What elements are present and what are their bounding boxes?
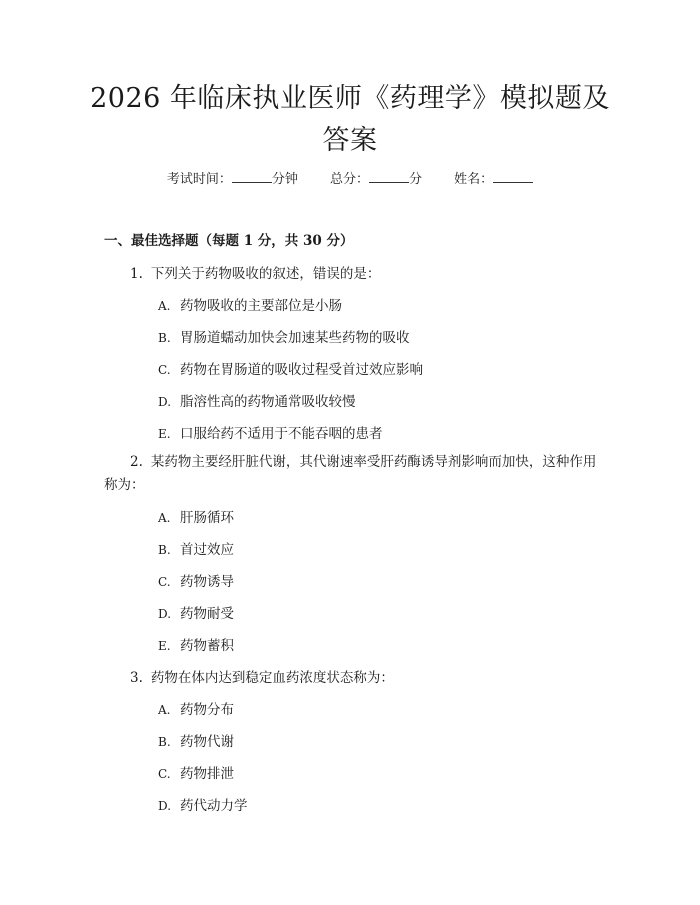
question-text: 下列关于药物吸收的叙述，错误的是： xyxy=(150,266,381,282)
option-2c xyxy=(158,570,234,590)
option-text: 胃肠道蠕动加快会加速某些药物的吸收 xyxy=(180,330,410,346)
exam-meta xyxy=(0,168,700,187)
option-1c xyxy=(158,358,423,378)
option-1e xyxy=(158,422,383,442)
option-text: 药物耐受 xyxy=(180,606,234,622)
option-3d xyxy=(158,794,248,814)
option-1a xyxy=(158,294,342,314)
option-letter: A. xyxy=(158,299,171,313)
time-unit: 分钟 xyxy=(271,172,298,187)
name-blank xyxy=(493,171,533,183)
question-2 xyxy=(104,451,604,497)
option-letter: D. xyxy=(158,799,172,813)
question-3 xyxy=(130,666,394,686)
exam-score xyxy=(330,172,422,187)
option-letter: A. xyxy=(158,511,171,525)
option-letter: C. xyxy=(158,575,171,589)
option-text: 药代动力学 xyxy=(180,798,248,814)
option-letter: D. xyxy=(158,395,172,409)
option-text: 首过效应 xyxy=(180,542,234,558)
option-text: 口服给药不适用于不能吞咽的患者 xyxy=(180,426,383,442)
option-1d xyxy=(158,390,356,410)
question-number: 2. xyxy=(130,454,143,470)
question-text: 药物在体内达到稳定血药浓度状态称为： xyxy=(150,670,394,686)
option-letter: D. xyxy=(158,607,172,621)
score-blank xyxy=(369,171,409,183)
question-text: 某药物主要经肝脏代谢，其代谢速率受肝药酶诱导剂影响而加快，这种作用称为： xyxy=(104,454,597,493)
question-number: 1. xyxy=(130,266,143,282)
option-text: 药物分布 xyxy=(180,702,234,718)
option-letter: A. xyxy=(158,703,171,717)
option-letter: E. xyxy=(158,639,171,653)
exam-time xyxy=(167,172,298,187)
option-letter: B. xyxy=(158,331,171,345)
option-text: 药物排泄 xyxy=(180,766,234,782)
option-text: 肝肠循环 xyxy=(180,510,234,526)
question-1 xyxy=(130,262,380,282)
option-text: 药物蓄积 xyxy=(180,638,234,654)
option-3c xyxy=(158,762,234,782)
option-text: 药物代谢 xyxy=(180,734,234,750)
option-letter: E. xyxy=(158,427,171,441)
score-label: 总分： xyxy=(329,172,369,187)
option-text: 药物诱导 xyxy=(180,574,234,590)
option-1b xyxy=(158,326,410,346)
name-label: 姓名： xyxy=(454,172,494,187)
option-3a xyxy=(158,698,234,718)
option-text: 药物吸收的主要部位是小肠 xyxy=(180,298,342,314)
option-2e xyxy=(158,634,234,654)
page-title: 2026 年临床执业医师《药理学》模拟题及答案 xyxy=(90,83,610,156)
option-text: 药物在胃肠道的吸收过程受首过效应影响 xyxy=(180,362,423,378)
option-2a xyxy=(158,506,234,526)
option-text: 脂溶性高的药物通常吸收较慢 xyxy=(180,394,356,410)
option-3b xyxy=(158,730,234,750)
option-letter: B. xyxy=(158,543,171,557)
exam-name xyxy=(454,172,533,187)
question-number: 3. xyxy=(130,670,143,686)
option-letter: C. xyxy=(158,363,171,377)
time-label: 考试时间： xyxy=(166,172,232,187)
option-letter: C. xyxy=(158,767,171,781)
time-blank xyxy=(232,171,272,183)
section-heading: 一、最佳选择题（每题 1 分，共 30 分） xyxy=(104,233,354,249)
option-2d xyxy=(158,602,234,622)
score-unit: 分 xyxy=(409,172,423,187)
option-2b xyxy=(158,538,234,558)
option-letter: B. xyxy=(158,735,171,749)
